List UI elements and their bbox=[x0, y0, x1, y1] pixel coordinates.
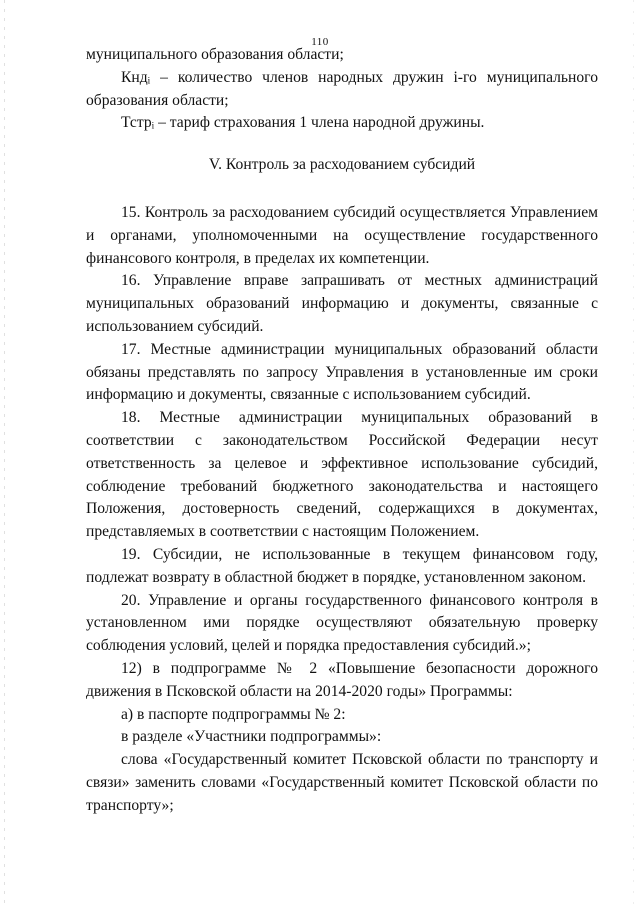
paragraph-20: 20. Управление и органы государственного финансового контроля в установленном ими порядке осуществляют обязательную проверку соблюдения условий, целей и порядка предоставления субсидий.»; bbox=[86, 591, 598, 655]
paragraph-continuation: муниципального образования области; bbox=[86, 46, 344, 63]
paragraph-c: слова «Государственный комитет Псковской области по транспорту и связи» заменить словами «Государственный комитет Псковской области по транспорту»; bbox=[86, 751, 598, 814]
paragraph-18: 18. Местные администрации муниципальных образований в соответствии с законодательством Российской Федерации несут ответственность за целевое и эффективное использование субсидий, соблюдение требований бюджетного законодательства и настоящего Положения, достоверность сведений, содержащихся в документах, представляемых в соответствии с настоящим Положением. bbox=[86, 409, 598, 541]
paragraph-b: в разделе «Участники подпрограммы»: bbox=[121, 728, 382, 746]
paragraph-19: 19. Субсидии, не использованные в текущем финансовом году, подлежат возврату в областной бюджет в порядке, установленном законом. bbox=[86, 545, 598, 586]
paragraph-knd-definition: Кндᵢ – количество членов народных дружин i-го муниципального образования области; bbox=[86, 68, 598, 109]
paragraph-15: 15. Контроль за расходованием субсидий осуществляется Управлением и органами, уполномоченными на осуществление государственного финансового контроля, в пределах их компетенции. bbox=[86, 203, 598, 267]
section-heading: V. Контроль за расходованием субсидий bbox=[208, 156, 476, 174]
paragraph-a: а) в паспорте подпрограммы № 2: bbox=[121, 705, 346, 723]
scan-edge-left bbox=[4, 0, 5, 905]
page-number: 110 bbox=[311, 36, 329, 48]
document-body bbox=[86, 44, 598, 818]
paragraph-12: 12) в подпрограмме № 2 «Повышение безопасности дорожного движения в Псковской области на 2014-2020 годы» Программы: bbox=[86, 659, 598, 700]
scan-edge-right bbox=[633, 0, 634, 905]
paragraph-tstr-definition: Тстрᵢ – тариф страхования 1 члена народной дружины. bbox=[121, 114, 485, 132]
paragraph-16: 16. Управление вправе запрашивать от местных администраций муниципальных образований информацию и документы, связанные с использованием субсидий. bbox=[86, 272, 598, 335]
paragraph-17: 17. Местные администрации муниципальных образований области обязаны представлять по запросу Управления в установленные им сроки информацию и документы, связанные с использованием субсидий. bbox=[86, 340, 598, 404]
